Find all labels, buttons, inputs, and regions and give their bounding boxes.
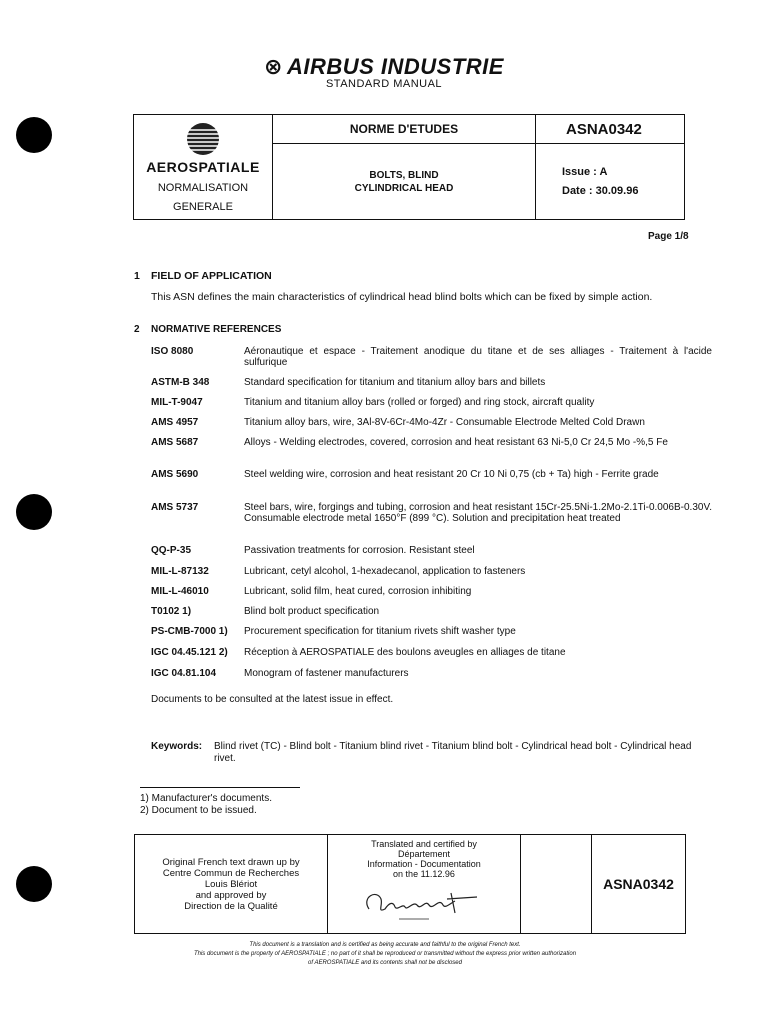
punch-hole-top	[16, 117, 52, 153]
footer-translation-cell	[328, 835, 521, 934]
footer-translation-line: on the 11.12.96	[393, 869, 455, 879]
ref-code: T0102 1)	[151, 606, 192, 617]
ref-code: MIL-T-9047	[151, 397, 203, 408]
aerospatiale-globe-icon	[182, 121, 224, 157]
disclaimer	[100, 941, 670, 968]
ref-code: AMS 5690	[151, 469, 199, 480]
brand-text: AIRBUS INDUSTRIE	[286, 54, 504, 79]
date: Date : 30.09.96	[562, 184, 639, 197]
section1-text: This ASN defines the main characteristics of cylindrical head blind bolts which can be fixed by simple action.	[151, 291, 653, 303]
ref-code: MIL-L-87132	[151, 566, 209, 577]
footer-origin-line: Centre Commun de Recherches	[162, 867, 300, 879]
footer-translation-line: Information - Documentation	[367, 859, 481, 869]
ref-desc: Réception à AEROSPATIALE des boulons aveugles en alliages de titane	[244, 647, 566, 658]
footer-translation-line: Département	[397, 849, 451, 859]
ref-code: AMS 4957	[151, 417, 199, 428]
ref-code: AMS 5737	[151, 502, 199, 513]
ref-desc: Steel welding wire, corrosion and heat resistant 20 Cr 10 Ni 0,75 (cb + Ta) high - Ferrite grade	[244, 469, 659, 480]
punch-hole-bottom	[16, 866, 52, 902]
ref-code: PS-CMB-7000 1)	[151, 626, 228, 637]
ref-code: MIL-L-46010	[151, 586, 209, 597]
ref-desc: Standard specification for titanium and titanium alloy bars and billets	[244, 377, 546, 388]
disclaimer-line: of AEROSPATIALE and its contents shall not be disclosed	[308, 960, 462, 966]
ref-desc: Procurement specification for titanium rivets shift washer type	[244, 626, 516, 637]
references-note: Documents to be consulted at the latest issue in effect.	[151, 694, 394, 705]
ref-desc: Titanium alloy bars, wire, 3Al-8V-6Cr-4Mo-4Zr - Consumable Electrode Melted Cold Drawn	[244, 417, 645, 428]
ref-code: IGC 04.45.121 2)	[151, 647, 228, 658]
ref-desc: Passivation treatments for corrosion. Resistant steel	[244, 545, 475, 556]
footnote: 1) Manufacturer's documents.	[140, 793, 272, 804]
org-sub1: NORMALISATION	[157, 182, 249, 194]
ref-desc: Alloys - Welding electrodes, covered, corrosion and heat resistant 63 Ni-5,0 Cr 24,5 Mo -%,5 Fe	[244, 437, 668, 448]
signature	[359, 883, 489, 923]
section2-title: NORMATIVE REFERENCES	[151, 324, 282, 335]
keywords-label: Keywords:	[151, 741, 203, 752]
section2-number: 2	[134, 324, 140, 335]
footer-origin-line: Direction de la Qualité	[184, 900, 278, 912]
footer-origin-cell	[135, 835, 328, 934]
page-number: Page 1/8	[648, 231, 689, 242]
ref-desc: Steel bars, wire, forgings and tubing, corrosion and heat resistant 15Cr-25.5Ni-1.2Mo-2.1Ti-0.006B-0.30V. Consumable electrode metal 1650°F (899 °C). Solution and precipitation heat treated	[244, 502, 712, 524]
footer-origin-line: Louis Blériot	[204, 878, 258, 890]
footer-origin-line: Original French text drawn up by	[162, 856, 300, 868]
doc-number: ASNA0342	[536, 115, 685, 144]
header-table	[133, 114, 685, 220]
keywords-text: Blind rivet (TC) - Blind bolt - Titanium blind rivet - Titanium blind bolt - Cylindrical head bolt - Cylindrical head rivet.	[214, 741, 692, 764]
ref-code: ASTM-B 348	[151, 377, 210, 388]
ref-code: IGC 04.81.104	[151, 668, 217, 679]
ref-code: AMS 5687	[151, 437, 199, 448]
doc-title-line1: BOLTS, BLIND	[369, 169, 439, 181]
norme-cell: NORME D'ETUDES	[273, 115, 536, 144]
ref-code: ISO 8080	[151, 346, 194, 357]
punch-hole-middle	[16, 494, 52, 530]
org-cell	[134, 115, 273, 220]
ref-desc: Monogram of fastener manufacturers	[244, 668, 409, 679]
ref-desc: Lubricant, cetyl alcohol, 1-hexadecanol, application to fasteners	[244, 566, 526, 577]
ref-code: QQ-P-35	[151, 545, 192, 556]
footer-empty-cell	[521, 835, 592, 934]
subtitle: STANDARD MANUAL	[325, 78, 443, 90]
footer-doc-number: ASNA0342	[592, 835, 686, 934]
section1-number: 1	[134, 270, 140, 282]
footnotes	[140, 793, 272, 817]
ref-desc: Blind bolt product specification	[244, 606, 380, 617]
issue: Issue : A	[562, 165, 608, 178]
disclaimer-line: This document is the property of AEROSPATIALE ; no part of it shall be reproduced or transmitted without the express prior written authorization	[193, 951, 577, 957]
issue-date-cell	[536, 144, 685, 220]
footnote-divider	[140, 787, 300, 788]
doc-title	[273, 144, 536, 220]
footnote: 2) Document to be issued.	[140, 805, 257, 816]
airbus-logo-icon: ⊗	[264, 54, 283, 79]
footer-translation-line: Translated and certified by	[371, 839, 477, 849]
disclaimer-line: This document is a translation and is certified as being accurate and faithful to the original French text.	[249, 942, 521, 948]
ref-desc: Lubricant, solid film, heat cured, corrosion inhibiting	[244, 586, 472, 597]
footer-origin-line: and approved by	[195, 889, 267, 901]
doc-title-line2: CYLINDRICAL HEAD	[354, 182, 454, 194]
org-name: AEROSPATIALE	[146, 159, 260, 175]
section1-title: FIELD OF APPLICATION	[151, 270, 272, 282]
ref-desc: Titanium and titanium alloy bars (rolled or forged) and ring stock, aircraft quality	[244, 397, 595, 408]
footer-table	[134, 834, 686, 934]
ref-desc: Aéronautique et espace - Traitement anodique du titane et de ses alliages - Traitement à l'acide sulfurique	[244, 346, 712, 368]
brand-title	[0, 54, 768, 80]
org-sub2: GENERALE	[173, 201, 233, 213]
